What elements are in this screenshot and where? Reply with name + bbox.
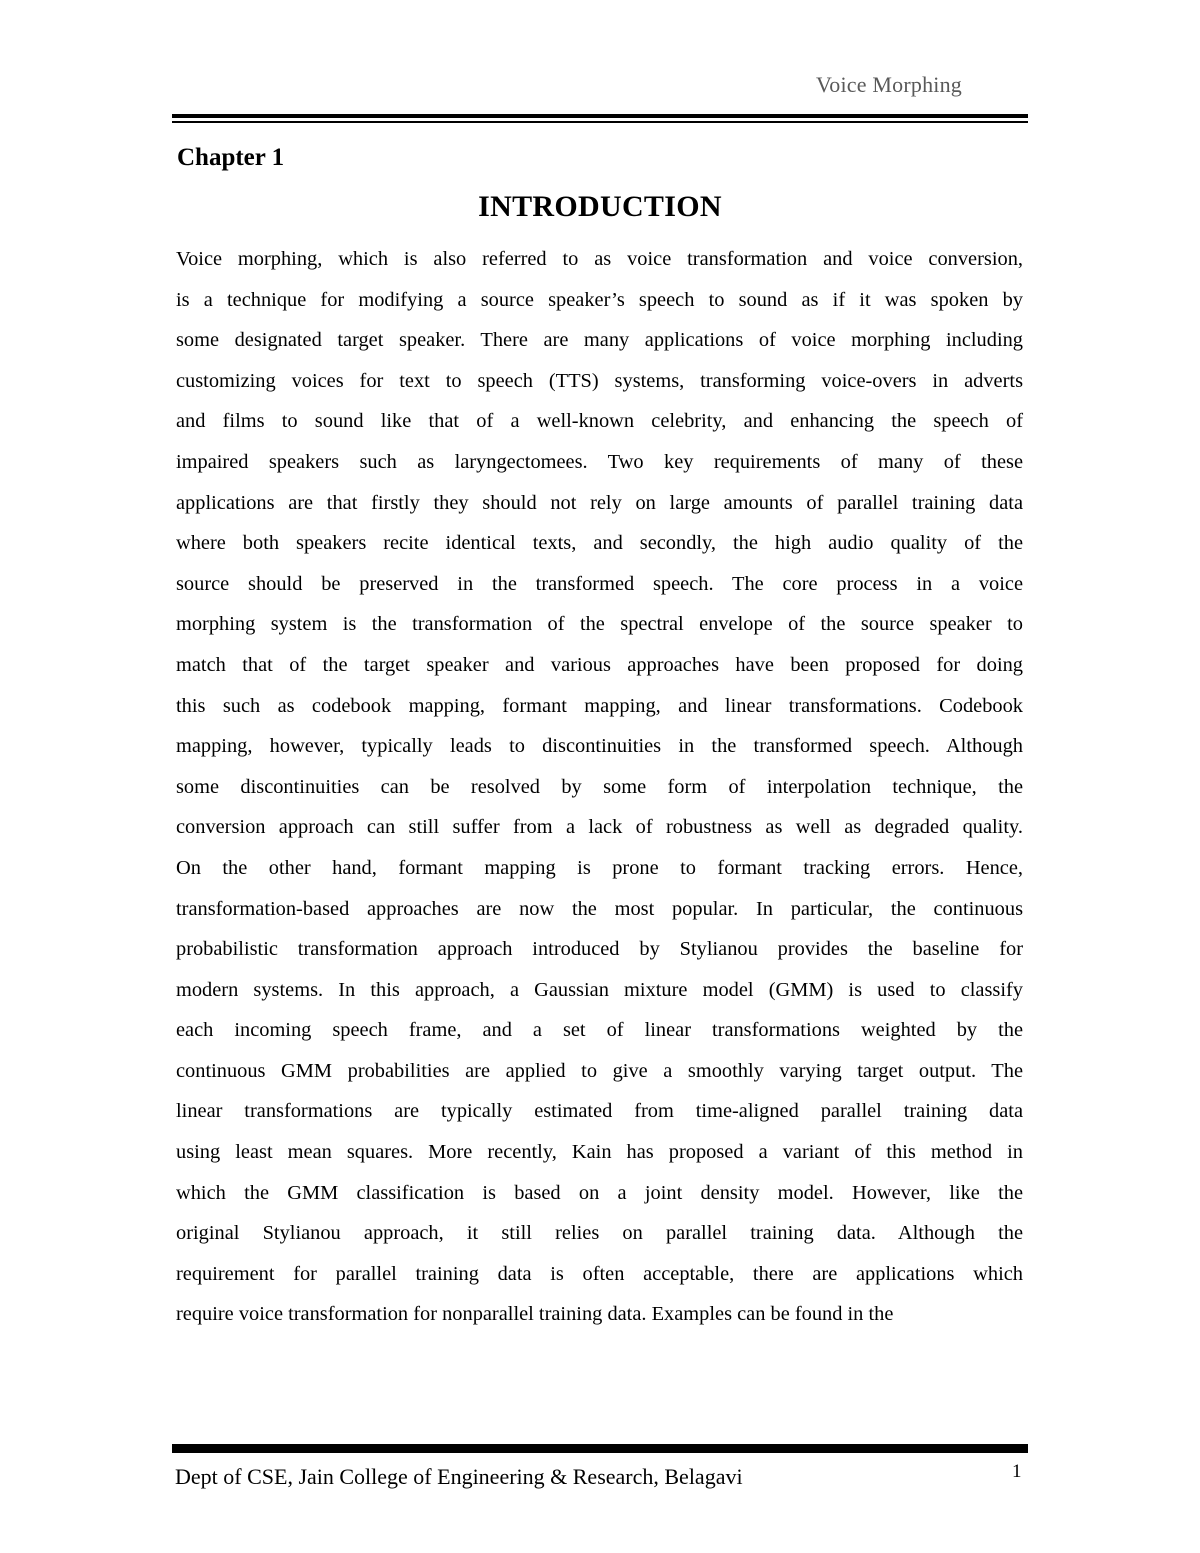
section-title: INTRODUCTION <box>478 190 722 223</box>
page-number: 1 <box>1012 1461 1022 1482</box>
paragraph-line: probabilistic transformation approach introduced by Stylianou provides the baseline for <box>176 938 1023 961</box>
paragraph-line: mapping, however, typically leads to discontinuities in the transformed speech. Although <box>176 735 1023 758</box>
footer-rule <box>172 1444 1028 1453</box>
paragraph-line: linear transformations are typically estimated from time-aligned parallel training data <box>176 1100 1023 1123</box>
paragraph-line: and films to sound like that of a well-known celebrity, and enhancing the speech of <box>176 410 1023 433</box>
chapter-label: Chapter 1 <box>177 144 285 171</box>
paragraph-line: On the other hand, formant mapping is prone to formant tracking errors. Hence, <box>176 856 1023 879</box>
paragraph-line: modern systems. In this approach, a Gaussian mixture model (GMM) is used to classify <box>176 978 1023 1001</box>
paragraph-line: original Stylianou approach, it still relies on parallel training data. Although the <box>176 1222 1023 1245</box>
running-header-title: Voice Morphing <box>816 72 962 97</box>
paragraph-line: applications are that firstly they should not rely on large amounts of parallel training data <box>176 491 1023 514</box>
body-paragraph <box>176 239 1023 1335</box>
header-double-rule <box>172 114 1028 124</box>
header-rule-thick-line <box>172 114 1028 118</box>
paragraph-line: match that of the target speaker and various approaches have been proposed for doing <box>176 653 1023 676</box>
paragraph-line: morphing system is the transformation of the spectral envelope of the source speaker to <box>176 613 1023 636</box>
paragraph-line: source should be preserved in the transformed speech. The core process in a voice <box>176 572 1023 595</box>
paragraph-line: where both speakers recite identical texts, and secondly, the high audio quality of the <box>176 532 1023 555</box>
paragraph-line: Voice morphing, which is also referred to as voice transformation and voice conversion, <box>176 248 1023 270</box>
header-rule-thin-line <box>172 121 1028 123</box>
paragraph-line: some discontinuities can be resolved by some form of interpolation technique, the <box>176 775 1023 798</box>
paragraph-line: each incoming speech frame, and a set of linear transformations weighted by the <box>176 1019 1023 1042</box>
paragraph-line: require voice transformation for nonparallel training data. Examples can be found in the <box>176 1303 894 1326</box>
paragraph-line: which the GMM classification is based on a joint density model. However, like the <box>176 1181 1023 1204</box>
paragraph-line: transformation-based approaches are now the most popular. In particular, the continuous <box>176 897 1023 920</box>
paragraph-line: this such as codebook mapping, formant mapping, and linear transformations. Codebook <box>176 694 1023 717</box>
paragraph-line: customizing voices for text to speech (TTS) systems, transforming voice-overs in adverts <box>176 369 1023 392</box>
footer-department-text: Dept of CSE, Jain College of Engineering & Research, Belagavi <box>175 1464 743 1489</box>
paragraph-line: conversion approach can still suffer from a lack of robustness as well as degraded quality. <box>176 816 1023 839</box>
paragraph-line: is a technique for modifying a source speaker’s speech to sound as if it was spoken by <box>176 288 1023 311</box>
paragraph-line: continuous GMM probabilities are applied to give a smoothly varying target output. The <box>176 1059 1023 1082</box>
paragraph-line: requirement for parallel training data is often acceptable, there are applications which <box>176 1262 1023 1285</box>
paragraph-line: impaired speakers such as laryngectomees. Two key requirements of many of these <box>176 450 1023 473</box>
paragraph-line: using least mean squares. More recently, Kain has proposed a variant of this method in <box>176 1141 1023 1164</box>
paragraph-line: some designated target speaker. There are many applications of voice morphing including <box>176 329 1023 352</box>
